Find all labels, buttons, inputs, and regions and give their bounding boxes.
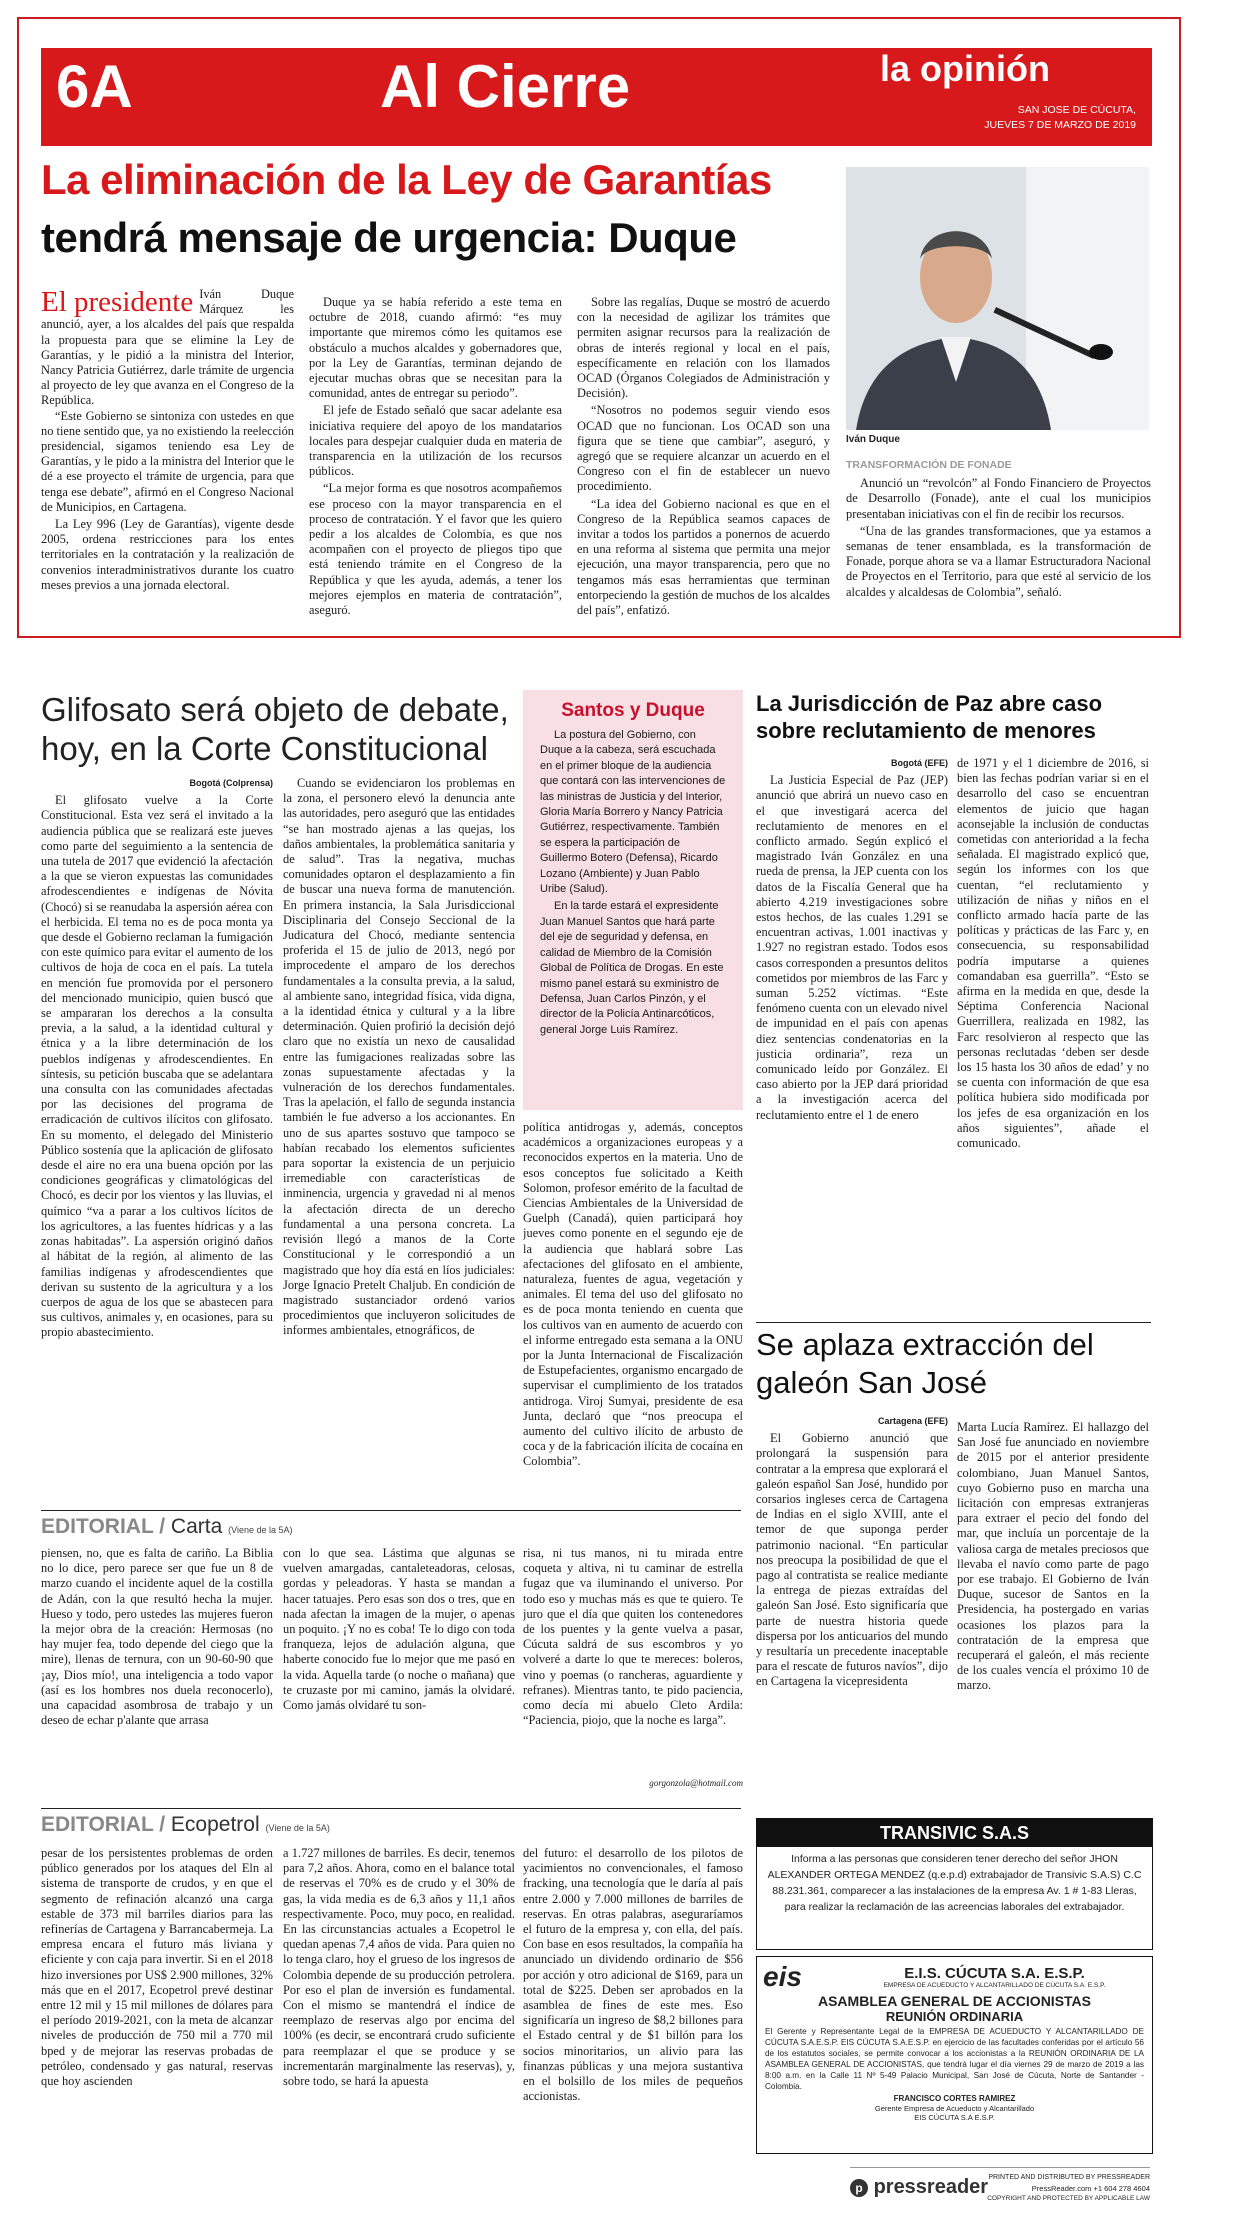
santos-text bbox=[540, 728, 728, 1104]
glifosato-dateline: Bogotá (Colprensa) bbox=[189, 778, 273, 788]
place-date-1: SAN JOSE DE CÚCUTA, bbox=[1017, 104, 1136, 116]
editorial-2-label: EDITORIAL / bbox=[41, 1813, 166, 1836]
galeon-title: Se aplaza extracción del galeón San José bbox=[756, 1327, 1094, 1400]
glifosato-title: Glifosato será objeto de debate, hoy, en la Corte Constitucional bbox=[41, 691, 509, 767]
galeon-dateline: Cartagena (EFE) bbox=[877, 1416, 948, 1426]
lead-p2: “Este Gobierno se sintoniza con ustedes en que no tiene sentido que, ya no existiendo la reelección presidencial, sigamos teniendo esa Ley de Garantías, y le pido a la ministra del Interior que le dé a ese proyecto el trámite de urgencia, para que tenga ese debate”, afirmó en el Congreso Nacional de Municipios, en Cartagena. bbox=[41, 408, 294, 514]
editorial-1-text-2: con lo que sea. Lástima que algunas se vuelven amargadas, cantaleteadoras, celosas, gordas y peleadoras. Y hasta se mandan a hacer tatuajes. Pero esas son dos o tres, que en nada afectan la imagen de la mujer, o apenas un poquito. ¡Y no es coba! Te lo digo con toda franqueza, lejos de adulación alguna, que haberte conocido fue lo mejor que me pasó en la vida. Aquella tarde (o noche o mañana) que te cruzaste por mi camino, jamás la olvidaré. Como jamás olvidaré tu son- bbox=[283, 1546, 515, 1713]
glifosato-text-1: El glifosato vuelve a la Corte Constitucional. Esta vez será el invitado a la audiencia pública que se realizará este jueves como parte del seguimiento a la sentencia de una tutela de 2017 que evidenció la afectación a la que se vieron expuestas las comunidades afrodescendientes e indígenas de Nóvita (Chocó) si se reanudaba la aspersión aérea con el herbicida. El tema no es de poca monta ya que desde el Gobierno reclaman la fumigación con este químico para evitar el aumento de los cultivos de hoja de coca en el país. La tutela en mención fue promovida por el personero del mencionado municipio, quien buscó que se ampararan los derechos a la consulta previa, a la salud, a la identidad cultural y étnica y a la libre determinación de los pueblos indígenas y afrodescendientes. En síntesis, su petición buscaba que se adelantara una consulta con las comunidades afectadas por las decisiones del programa de erradicación de cultivos ilícitos con glifosato. En su momento, el delegado del Ministerio Público sostenía que la aplicación de glifosato desde el aire no era una buena opción por las condiciones geográficas y climatológicas del Chocó, es decir por los vientos y las lluvias, el químico “va a parar a los cultivos lícitos de los agricultores, a las fuentes hídricas y a las zonas habitadas”. La aspersión originó daños al hábitat de la región, al alimento de las familias indígenas y afrodescendientes que derivan su sustento de la agricultura y a los cuerpos de agua de los que se abastecen para sus cultivos, animales y, en ocasiones, para su propio abastecimiento. bbox=[41, 793, 273, 1340]
pressreader-line-2: PressReader.com +1 604 278 4604 bbox=[1031, 2184, 1150, 2193]
editorial-1-text-1: piensen, no, que es falta de cariño. La Biblia no lo dice, pero parece ser que fue un 8 de marzo cuando el incidente aquel de la costilla de Adán, con la que resultó hecha la mujer. Hueso y todo, pero ustedes las mujeres fueron la mejor obra de la creación: Hermosas (no hay mujer fea, todo depende del ciego que la mire), llenas de ternura, con un 90-60-90 que ¡ay, Dios mío!, una inteligencia a todo vapor (así es los hombres nos duela reconocerlo), una capacidad asombrosa de trabajo y un deseo de echar p'alante que arrasa bbox=[41, 1546, 273, 1728]
editorial-1-col-3 bbox=[523, 1546, 743, 1774]
editorial-2-col-1 bbox=[41, 1846, 273, 2186]
editorial-2-ref: (Viene de la 5A) bbox=[265, 1823, 330, 1833]
jep-col-1 bbox=[756, 756, 948, 1326]
side-p2: “Una de las grandes transformaciones, que ya estamos a semanas de tener ensamblada, es la transformación de Fonade, porque ahora se va a llamar Estructuradora Nacional de Proyectos en el Territorio, para que esté al servicio de los alcaldes y alcaldesas de Colombia”, señaló. bbox=[846, 523, 1151, 599]
editorial-2-col-3 bbox=[523, 1846, 743, 2186]
pressreader-logo bbox=[850, 2176, 988, 2199]
lead-side-col bbox=[846, 458, 1151, 629]
lead-p7: Sobre las regalías, Duque se mostró de acuerdo con la necesidad de agilizar los trámites que permiten asignar recursos para la realización de obras de interés regional y local en el país, específicamente en relación con los llamados OCAD (Órganos Colegiados de Administración y Decisión). bbox=[577, 295, 830, 401]
eis-ad bbox=[756, 1956, 1153, 2154]
eis-title-1: ASAMBLEA GENERAL DE ACCIONISTAS bbox=[817, 1993, 1091, 2009]
transivic-title: TRANSIVIC S.A.S bbox=[757, 1819, 1152, 1847]
page-number: 6A bbox=[56, 53, 133, 120]
jep-dateline: Bogotá (EFE) bbox=[891, 758, 948, 768]
jep-text-1: La Justicia Especial de Paz (JEP) anunció que abrirá un nuevo caso en el que investigará acerca del reclutamiento de menores en el conflicto armado. Según explicó el magistrado Iván González en una rueda de prensa, la JEP cuenta con los datos de la Fiscalía General que ha abierto 4.219 investigaciones sobre estos hechos, de las cuales 1.291 se encuentran activas, 1.001 inactivas y 1.927 no registran estado. Todos esos casos corresponden a presuntos delitos cometidos por miembros de las Farc y suman 5.252 víctimas. “Este fenómeno cuenta con un elevado nivel de impunidad en el país con apenas diez sentencias condenatorias en la justicia ordinaria”, reza un comunicado leído por González. El caso abierto por la JEP dará prioridad a la investigación acerca del reclutamiento entre el 1 de enero bbox=[756, 773, 948, 1122]
galeon-col-1 bbox=[756, 1414, 948, 1792]
lead-headline-1: La eliminación de la Ley de Garantías bbox=[41, 156, 772, 203]
transivic-ad bbox=[756, 1818, 1153, 1950]
galeon-text-1: El Gobierno anunció que prolongará la suspensión para contratar a la empresa que explorará el galeón español San José, hundido por corsarios ingleses cerca de Cartagena de Indias en el siglo XVIII, ante el temor de que suponga perder patrimonio nacional. “En particular nos preocupa la posibilidad de que el pago al contratista se realice mediante la entrega de piezas extraídas del galeón San José. Esto significaría que parte de nuestra historia quede dispersa por los anticuarios del mundo y resultaría un precedente inaceptable para el rescate de futuros navíos”, dijo en Cartagena la vicepresidenta bbox=[756, 1431, 948, 1689]
editorial-1-ref: (Viene de la 5A) bbox=[228, 1525, 293, 1535]
editorial-1-title: Carta bbox=[170, 1515, 223, 1538]
glifosato-text-3: política antidrogas y, además, conceptos académicos a organizaciones europeas y a reconocidos expertos en la materia. Uno de esos conceptos fue solicitado a Keith Solomon, profesor emérito de la facultad de Ciencias Ambientales de la Universidad de Guelph (Canadá), quien participará hoy jueves como ponente en el segundo eje de la audiencia que hablará sobre Las afectaciones del glifosato en el ambiente, naturaleza, fuentes de agua, vegetación y animales. El tema del uso del glifosato no es de poca monta teniendo en cuenta que los cultivos van en aumento de acuerdo con el informe entregado esta semana a la ONU por la Junta Internacional de Fiscalización de Estupefacientes, organismo encargado de supervisar el cumplimiento de los tratados antidroga. Viroj Sumyai, presidente de esa Junta, declaró que “nos preocupa el aumento del cultivo ilícito de arbusto de coca y de la fabricación ilícita de cocaína en Colombia”. bbox=[523, 1120, 743, 1469]
lead-col-1 bbox=[41, 287, 294, 629]
eis-signer-role: Gerente Empresa de Acueducto y Alcantarillado bbox=[874, 2104, 1035, 2113]
lead-col-2 bbox=[309, 295, 562, 629]
eis-signer: FRANCISCO CORTES RAMIREZ bbox=[893, 2094, 1016, 2103]
eis-name: E.I.S. CÚCUTA S.A. E.S.P. bbox=[904, 1965, 1085, 1982]
pressreader-line-3: COPYRIGHT AND PROTECTED BY APPLICABLE LAW bbox=[987, 2195, 1150, 2202]
editorial-1-heading bbox=[41, 1514, 293, 1543]
pressreader-brand: pressreader bbox=[873, 2176, 989, 2198]
side-subhead: TRANSFORMACIÓN DE FONADE bbox=[846, 459, 1012, 471]
pressreader-footer bbox=[850, 2167, 1150, 2212]
lead-p9: “La idea del Gobierno nacional es que en el Congreso de la República seamos capaces de invitar a todos los partidos a ponernos de acuerdo en una reforma al sistema que permita una mejor ejecución, una mayor transparencia, pero que no tengamos más esas herramientas que terminan entorpeciendo la gestión de muchos de los alcaldes del país”, enfatizó. bbox=[577, 496, 830, 618]
jep-text-2: de 1971 y el 1 diciembre de 2016, si bien las fechas podrían variar si en el desarrollo del caso se encuentran elementos de juicio que hagan aconsejable la inclusión de conductas cometidas con anterioridad a la fecha señalada. El magistrado explicó que, según los informes con los que cuentan, “el reclutamiento y utilización de niñas y niños en el conflicto armado hacía parte de las políticas y prácticas de las Farc y, en consecuencia, su responsabilidad podría imputarse a quienes comandaban esa guerrilla”. “Esto se afirma en la medida en que, desde la Séptima Conferencia Nacional Guerrillera, realizada en 1982, las Farc resolvieron al respecto que las personas reclutadas ‘deben ser desde los 15 hasta los 30 años de edad’ y no se cuenta con información de que esa política hubiera sido modificada por los jefes de esa organización en los años siguientes”, añade el comunicado. bbox=[957, 756, 1149, 1151]
editorial-2-text-3: del futuro: el desarrollo de los pilotos de yacimientos no convencionales, el famoso fracking, una tecnología que le daría al país entre 2.000 y 7.000 millones de barriles de reservas. En otras palabras, aseguraríamos el futuro de la empresa y, con ella, del país. Con base en esos resultados, la compañía ha anunciado un dividendo ordinario de $56 por acción y otro adicional de $169, para un total de $225. Deben ser aprobados en la asamblea de fines de este mes. Eso significaría un ingreso de $8,2 billones para el Estado central y de $1 billón para los socios minoritarios, un alivio para las finanzas públicas y una mejora sustantiva en el bolsillo de los miles de pequeños accionistas. bbox=[523, 1846, 743, 2104]
pressreader-icon: p bbox=[850, 2179, 868, 2197]
editorial-1-col-2 bbox=[283, 1546, 515, 1791]
editorial-1-email: gorgonzola@hotmail.com bbox=[649, 1778, 743, 1788]
santos-p2: En la tarde estará el expresidente Juan Manuel Santos que hará parte del eje de seguridad y defensa, en calidad de Miembro de la Comisión Global de Política de Drogas. En este mismo panel estará su exministro de Defensa, Juan Carlos Pinzón, y el director de la Policía Antinarcóticos, general Jorge Luis Ramírez. bbox=[540, 900, 724, 1036]
eis-sub: EMPRESA DE ACUEDUCTO Y ALCANTARILLADO DE CÚCUTA S.A. E.S.P. bbox=[883, 1982, 1106, 1989]
editorial-1-label: EDITORIAL / bbox=[41, 1515, 166, 1538]
side-p1: Anunció un “revolcón” al Fondo Financiero de Proyectos de Desarrollo (Fonade), ante el cual los municipios presentaban iniciativas con el fin de recibir los recursos. bbox=[846, 476, 1151, 521]
eis-logo: eis bbox=[763, 1961, 802, 1992]
brand-logo: la opinión bbox=[880, 48, 1050, 89]
transivic-body: Informa a las personas que consideren tener derecho del señor JHON ALEXANDER ORTEGA MENDEZ (q.e.p.d) extrabajador de Transivic S.A.S) C.C 88.231.361, comparecer a las instalaciones de la empresa Av. 1 # 1-83 Lleras, para realizar la reclamación de las acreencias laborales del extrabajador. bbox=[767, 1853, 1142, 1913]
glifosato-col-3 bbox=[523, 1120, 743, 1498]
lead-p8: “Nosotros no podemos seguir viendo esos OCAD que no funcionan. Los OCAD son una figura que se tiene que cambiar”, aseguró, y agregó que se requiere alcanzar un acuerdo en el Congreso con el fin de establecer un nuevo procedimiento. bbox=[577, 403, 830, 494]
editorial-2-title: Ecopetrol bbox=[170, 1813, 260, 1836]
lead-col-3 bbox=[577, 295, 830, 629]
editorial-2-text-1: pesar de los persistentes problemas de orden público generados por los ataques del Eln al sistema de transporte de crudos, y en que el segmento de refinación alcanzó una carga estable de 373 mil barriles diarios para las refinerías de Cartagena y Barrancabermeja. La empresa encara el futuro más liviana y eficiente y con caja para invertir. Si en el 2018 hizo inversiones por US$ 2.900 millones, 32% más que en el 2017, Ecopetrol prevé destinar entre 12 mil y 15 mil millones de dólares para el período 2019-2021, con la meta de alcanzar niveles de producción de 750 mil a 770 mil bped y de mejorar las reservas probadas de petróleo, condensado y gas natural, reservas que hoy ascienden bbox=[41, 1846, 273, 2089]
jep-col-2 bbox=[957, 756, 1149, 1326]
glifosato-text-2: Cuando se evidenciaron los problemas en la zona, el personero elevó la denuncia ante las autoridades, pero aseguró que las entidades “se han mostrado ajenas a las quejas, los daños ambientales, la problemática sanitaria y de salud”. Tras la negativa, muchas comunidades optaron el desplazamiento a fin de buscar una nueva forma de manutención. En primera instancia, la Sala Jurisdiccional Disciplinaria del Consejo Seccional de la Judicatura del Chocó, mediante sentencia proferida el 15 de julio de 2013, negó por improcedente el amparo de los derechos fundamentales a la consulta previa, a la salud, al ambiente sano, integridad física, vida digna, a la identidad étnica y cultural y a la libre determinación. Quien profirió la decisión dejó claro que no existía un nexo de causalidad entre las fumigaciones realizadas sobre las zonas supuestamente afectadas y la vulneración de los derechos fundamentales. Tras la apelación, el fallo de segunda instancia también le fue adverso a los accionantes. En uno de sus apartes sostuvo que tampoco se habían recabado los elementos suficientes para soportar la existencia de un perjuicio irremediable con características de inminencia, urgencia y gravedad ni al menos la afectación directa de un derecho fundamental a una persona concreta. La revisión llegó a manos de la Corte Constitucional y le correspondió a un magistrado que hoy día está en líos judiciales: Jorge Ignacio Pretelt Chaljub. En condición de magistrado sustanciador ordenó varios procedimientos que incluyeron solicitudes de informes ambientales, etnográficos, de bbox=[283, 776, 515, 1338]
pressreader-line-1: PRINTED AND DISTRIBUTED BY PRESSREADER bbox=[988, 2174, 1150, 2181]
lead-p4: Duque ya se había referido a este tema en octubre de 2018, cuando afirmó: “es muy importante que miremos cómo les quitamos ese obstáculo a muchos alcaldes y gobernadores que, por la Ley de Garantías, terminan dejando de ejecutar muchas obras que se necesitan para la comunidad, antes de entregar su periodo”. bbox=[309, 295, 562, 401]
lead-headline-2: tendrá mensaje de urgencia: Duque bbox=[41, 214, 737, 261]
editorial-1-rule bbox=[41, 1510, 741, 1511]
editorial-2-text-2: a 1.727 millones de barriles. Es decir, tenemos para 7,2 años. Ahora, como en el balance total de reservas el 70% es de crudo y el 30% de gas, la vida media es de 6,3 años y 11,1 años respectivamente. Poco, muy poco, en realidad. En las circunstancias actuales a Ecopetrol le quedan apenas 7,4 años de vida. Para quien no lo tenga claro, hoy el grueso de los ingresos de Colombia depende de su producción petrolera. Por eso el plan de inversión es fundamental. Con el mismo se mantendrá el índice de reemplazo de reservas algo por encima del 100% (es decir, se encontrará crudo suficiente para reemplazar el que se produce y se incrementarán marginalmente las reservas), y, sobre todo, se hará la apuesta bbox=[283, 1846, 515, 2089]
lead-p1: Iván Duque Márquez les anunció, ayer, a los alcaldes del país que respalda la propuesta para que se elimine la Ley de Garantías, y le pidió a la ministra del Interior, Nancy Patricia Gutiérrez, darle trámite de urgencia al proyecto de ley que avanza en el Congreso de la República. bbox=[41, 287, 294, 408]
editorial-2-col-2 bbox=[283, 1846, 515, 2186]
lead-dropcap: El presidente bbox=[41, 287, 194, 318]
photo-caption: Iván Duque bbox=[846, 434, 900, 445]
editorial-2-rule bbox=[41, 1808, 741, 1809]
galeon-col-2 bbox=[957, 1420, 1149, 1792]
duque-photo bbox=[846, 167, 1149, 430]
eis-body: El Gerente y Representante Legal de la EMPRESA DE ACUEDUCTO Y ALCANTARILLADO DE CÚCUTA S.A.E.S.P. EIS CÚCUTA S.A.E.S.P. en ejercicio de las facultades conferidas por el artículo 56 de los estatutos sociales, se permite convocar a los accionistas a la REUNIÓN ORDINARIA DE LA ASAMBLEA GENERAL DE ACCIONISTAS, que tendrá lugar el día viernes 29 de marzo de 2019 a las 8:00 a.m. en la Calle 11 Nº 5-49 Palacio Municipal, San José de Cúcuta, Norte de Santander - Colombia. bbox=[765, 2027, 1144, 2091]
place-date-2: JUEVES 7 DE MARZO DE 2019 bbox=[984, 119, 1136, 131]
lead-p6: “La mejor forma es que nosotros acompañemos ese proceso con la mayor transparencia en el proceso de contratación. Y el favor que les quiero pedir a los alcaldes de Colombia, es que nos acompañen con el proyecto de pliegos tipo que está teniendo trámite en el Congreso de la República y que les ayuda, además, a tener los mejores ejemplos en materia de contratación”, aseguró. bbox=[309, 481, 562, 618]
lead-p3: La Ley 996 (Ley de Garantías), vigente desde 2005, ordena restricciones para los entes territoriales en la contratación y la realización de convenios interadministrativos durante los cuatro meses previos a una jornada electoral. bbox=[41, 517, 294, 592]
galeon-text-2: Marta Lucía Ramírez. El hallazgo del San José fue anunciado en noviembre de 2015 por el anterior presidente colombiano, Juan Manuel Santos, cuyo Gobierno puso en marcha una licitación con empresas extranjeras para extraer el pecio del fondo del mar, que incluía un porcentaje de la valiosa carga de metales preciosos que llevaba el navío como parte de pago por ese trabajo. El Gobierno de Iván Duque, sucesor de Santos en la Presidencia, ha postergado en varias ocasiones los plazos para la contratación de la empresa que recuperará el galeón, el más reciente de los cuales vencía el próximo 10 de marzo. bbox=[957, 1420, 1149, 1693]
editorial-1-col-1 bbox=[41, 1546, 273, 1791]
section-title: Al Cierre bbox=[380, 53, 631, 120]
glifosato-col-1 bbox=[41, 776, 273, 1498]
jep-title: La Jurisdicción de Paz abre caso sobre reclutamiento de menores bbox=[756, 691, 1103, 743]
santos-p1: La postura del Gobierno, con Duque a la cabeza, será escuchada en el primer bloque de la audiencia que contará con las intervenciones de las ministras de Justicia y del Interior, Gloria María Borrero y Nancy Patricia Gutiérrez, respectivamente. También se espera la participación de Guillermo Botero (Defensa), Ricardo Lozano (Ambiente) y Juan Pablo Uribe (Salud). bbox=[540, 729, 726, 896]
jep-galeon-rule bbox=[756, 1322, 1151, 1323]
santos-title: Santos y Duque bbox=[561, 700, 705, 721]
eis-signer-org: EIS CÚCUTA S.A E.S.P. bbox=[914, 2113, 995, 2122]
editorial-1-text-3: risa, ni tus manos, ni tu mirada entre coqueta y altiva, ni tu caminar de estrella fugaz que va iluminando el universo. Por todo eso y muchas más es que te quiero. Te juro que el día que quiten los contenedores de los puentes y la gente vuelva a pasar, Cúcuta saldrá de sus escombros y yo volveré a darte lo que te mereces: boleros, vino y poemas (o rancheras, aguardiente y refranes). Mientras tanto, te pido paciencia, como decía mi abuelo Cleto Ardila: “Paciencia, piojo, que la noche es larga”. bbox=[523, 1546, 743, 1728]
glifosato-col-2 bbox=[283, 776, 515, 1498]
editorial-2-heading bbox=[41, 1812, 330, 1841]
lead-p5: El jefe de Estado señaló que sacar adelante esa iniciativa requiere del apoyo de los mandatarios locales para despejar cualquier duda en materia de transparencia en la utilización de los recursos públicos. bbox=[309, 403, 562, 479]
eis-title-2: REUNIÓN ORDINARIA bbox=[885, 2009, 1024, 2024]
